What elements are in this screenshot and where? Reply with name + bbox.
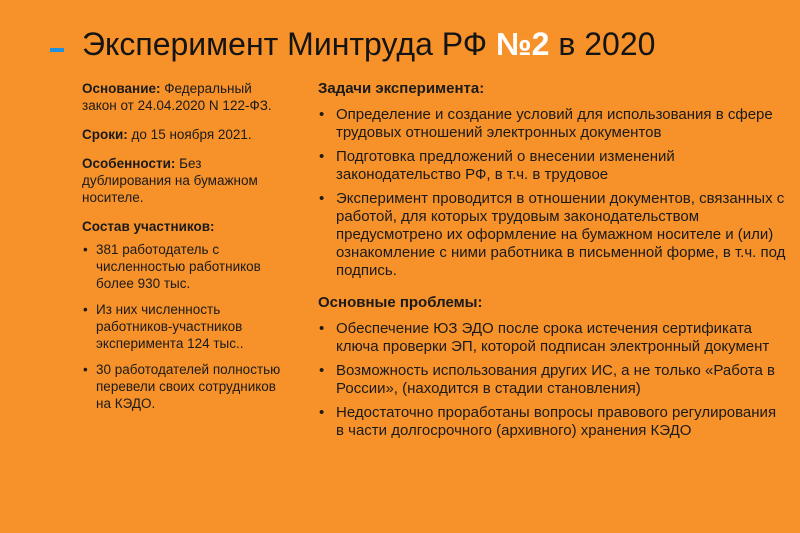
basis-label: Основание: (82, 81, 161, 96)
problems-heading: Основные проблемы: (318, 294, 483, 311)
deadline-text: до 15 ноября 2021. (127, 127, 252, 142)
participants-list (82, 241, 287, 412)
deadline-label: Сроки: (82, 127, 128, 142)
title-suffix: в 2020 (549, 26, 656, 62)
features-label: Особенности: (82, 156, 176, 171)
tasks-list (318, 106, 788, 280)
features-paragraph (82, 155, 287, 206)
features-text: Без дублирования на бумажном носителе. (82, 156, 258, 205)
list-item: • Обеспечение ЮЗ ЭДО после срока истечения сертификата ключа проверки ЭП, которой подписан электронный документ (318, 320, 788, 356)
list-item: • Определение и создание условий для использования в сфере трудовых отношений электронных документов (318, 106, 788, 142)
list-item: • Из них численность работников-участников эксперимента 124 тыс.. (82, 301, 287, 352)
basis-paragraph (82, 80, 287, 114)
deadline-paragraph (82, 126, 287, 143)
list-item: • Недостаточно проработаны вопросы правового регулирования в части долгосрочного (архивного) хранения КЭДО (318, 404, 788, 440)
list-item: • 30 работодателей полностью перевели своих сотрудников на КЭДО. (82, 361, 287, 412)
tasks-heading: Задачи эксперимента: (318, 80, 485, 97)
list-item: • Эксперимент проводится в отношении документов, связанных с работой, для которых трудовым законодательством предусмотрено их оформление на бумажном носителе и (или) ознакомление с ними работника в письменной форме, в т.ч. под подпись. (318, 190, 788, 280)
right-column (318, 80, 788, 446)
title-prefix: Эксперимент Минтруда РФ (82, 26, 496, 62)
participants-heading: Состав участников: (82, 219, 215, 234)
problems-list (318, 320, 788, 440)
title-number: №2 (495, 26, 550, 62)
list-item: • Возможность использования других ИС, а не только «Работа в России», (находится в стадии становления) (318, 362, 788, 398)
title-accent-bar (50, 48, 64, 52)
slide-title (82, 24, 655, 64)
left-column (82, 80, 287, 421)
basis-text: Федеральный закон от 24.04.2020 N 122-ФЗ. (82, 81, 272, 113)
list-item: • Подготовка предложений о внесении изменений законодательство РФ, в т.ч. в трудовое (318, 148, 788, 184)
list-item: • 381 работодатель с численностью работников более 930 тыс. (82, 241, 287, 292)
